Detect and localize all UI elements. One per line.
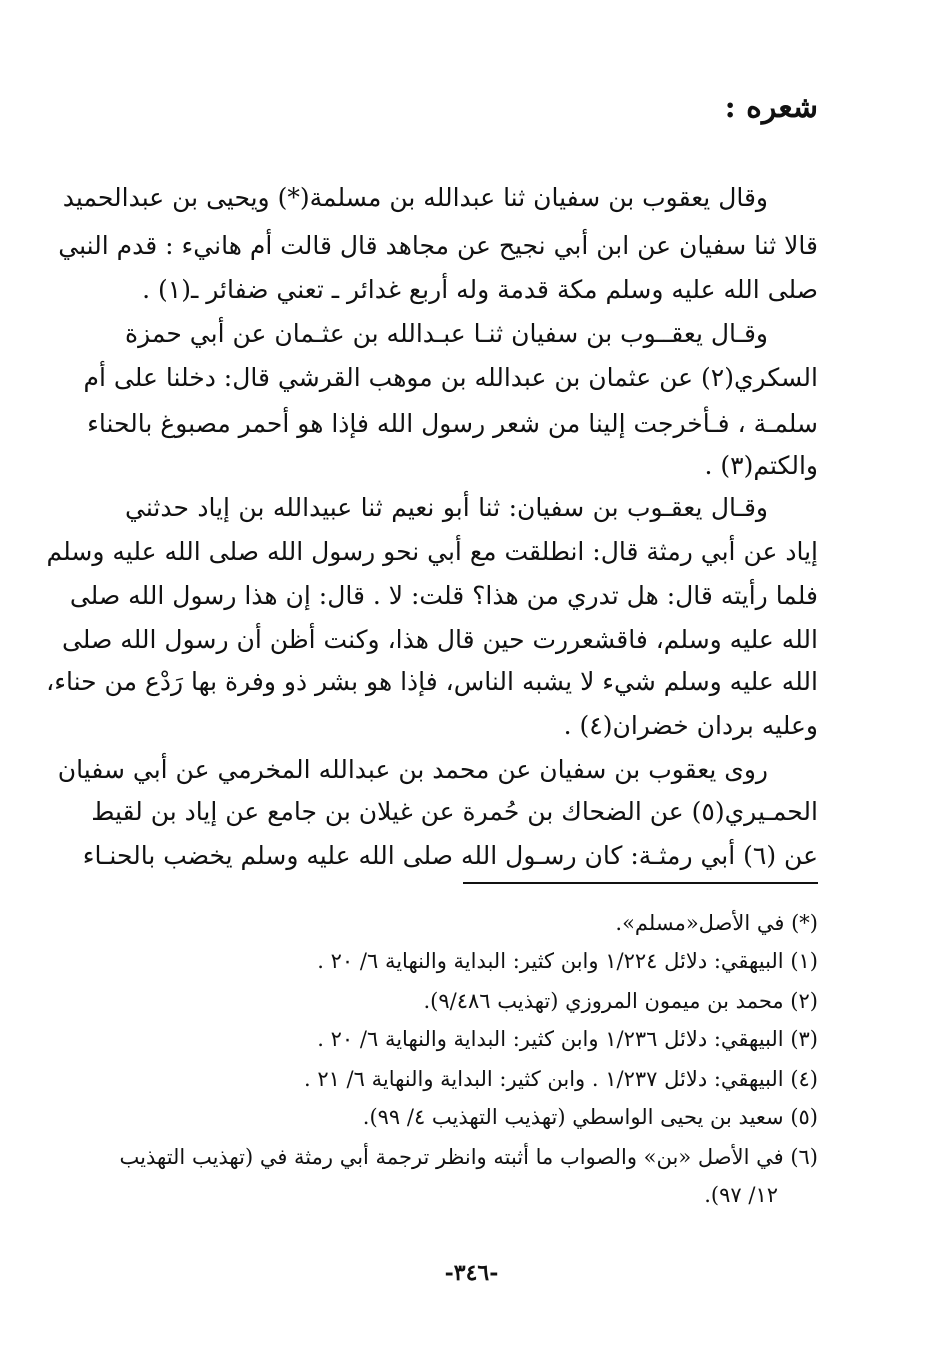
- footnote: (*) في الأصل«مسلم».: [615, 911, 818, 935]
- footnote: (٦) في الأصل «بن» والصواب ما أثبته وانظر ترجمة أبي رمثة في (تهذيب التهذيب: [119, 1145, 818, 1169]
- body-line: عن (٦) أبي رمثـة: كان رسـول الله صلى الله عليه وسلم يخضب بالحنـاء: [82, 841, 818, 870]
- body-line: السكري(٢) عن عثمان بن عبدالله بن موهب القرشي قال: دخلنا على أم: [83, 363, 818, 392]
- body-line: صلى الله عليه وسلم مكة قدمة وله أربع غدائر ـ تعني ضفائر ـ(١) .: [142, 275, 818, 304]
- footnote-continuation: ١٢/ ٩٧).: [704, 1183, 778, 1207]
- body-line: الله عليه وسلم شيء لا يشبه الناس، فإذا هو بشر ذو وفرة بها رَدْع من حناء،: [46, 667, 818, 696]
- body-line: الحمـيري(٥) عن الضحاك بن حُمرة عن غيلان بن جامع عن إياد بن لقيط: [91, 797, 818, 826]
- body-line: وقـال يعقــوب بن سفيان ثنـا عبـدالله بن عثـمان عن أبي حمزة: [125, 319, 768, 348]
- footnote-divider: [463, 882, 818, 884]
- page-number: -٣٤٦-: [444, 1260, 499, 1286]
- body-line: وقـال يعقـوب بن سفيان: ثنا أبو نعيم ثنا عبيدالله بن إياد حدثني: [125, 493, 768, 522]
- footnote: (٢) محمد بن ميمون المروزي (تهذيب ٩/٤٨٦).: [423, 989, 818, 1013]
- body-line: والكتم(٣) .: [704, 451, 818, 480]
- footnote: (٤) البيهقي: دلائل ١/٢٣٧ . وابن كثير: البداية والنهاية ٦/ ٢١ .: [303, 1067, 818, 1091]
- body-line: روى يعقوب بن سفيان عن محمد بن عبدالله المخرمي عن أبي سفيان: [57, 755, 768, 784]
- body-line: وعليه بردان خضران(٤) .: [563, 711, 818, 740]
- body-line: سلمـة ، فـأخرجت إلينا من شعر رسول الله فإذا هو أحمر مصبوغ بالحناء: [87, 409, 818, 438]
- footnote: (١) البيهقي: دلائل ١/٢٢٤ وابن كثير: البداية والنهاية ٦/ ٢٠ .: [317, 949, 818, 973]
- footnote: (٣) البيهقي: دلائل ١/٢٣٦ وابن كثير: البداية والنهاية ٦/ ٢٠ .: [317, 1027, 818, 1051]
- body-line: وقال يعقوب بن سفيان ثنا عبدالله بن مسلمة(*) ويحيى بن عبدالحميد: [62, 183, 768, 212]
- body-line: الله عليه وسلم، فاقشعررت حين قال هذا، وكنت أظن أن رسول الله صلى: [61, 625, 818, 654]
- body-line: قالا ثنا سفيان عن ابن أبي نجيح عن مجاهد قال قالت أم هانيء : قدم النبي: [58, 231, 818, 260]
- section-heading: شعره :: [724, 90, 818, 125]
- body-line: فلما رأيته قال: هل تدري من هذا؟ قلت: لا . قال: إن هذا رسول الله صلى: [69, 581, 818, 610]
- body-line: إياد عن أبي رمثة قال: انطلقت مع أبي نحو رسول الله صلى الله عليه وسلم: [46, 537, 818, 566]
- footnote: (٥) سعيد بن يحيى الواسطي (تهذيب التهذيب ٤/ ٩٩).: [362, 1105, 818, 1129]
